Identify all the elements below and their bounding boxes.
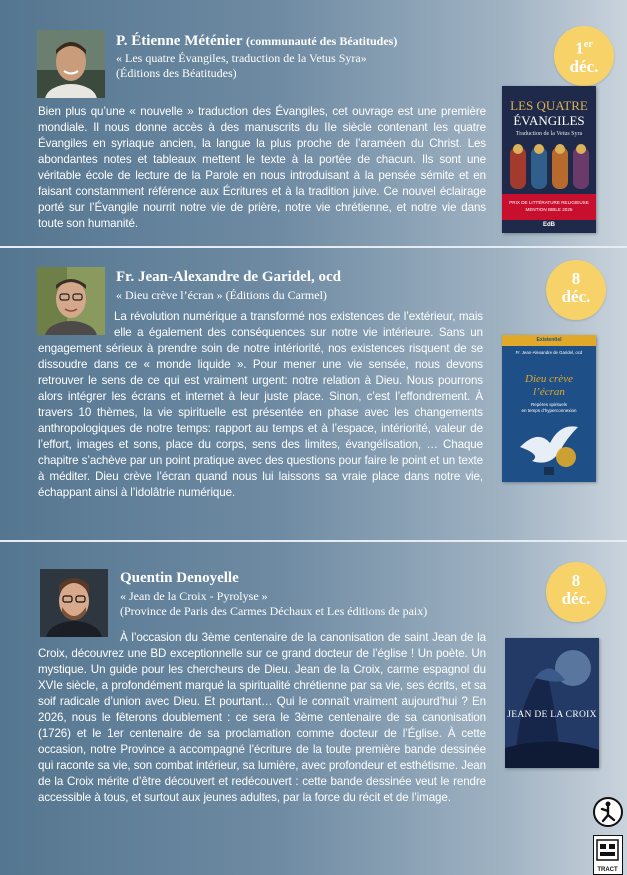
book-cover-jean-de-la-croix: [505, 638, 599, 768]
date-badge: [546, 562, 606, 622]
badge-month: déc.: [561, 589, 591, 608]
footer-logos: [593, 796, 625, 875]
prize-banner: [502, 194, 596, 220]
book-publisher: EdB: [543, 222, 555, 228]
book-title-1: LES QUATRE: [510, 98, 588, 113]
book-subtitle: Traduction de la Vetus Syra: [515, 131, 583, 137]
edition-logo-text: TRACT: [597, 867, 618, 873]
prize-line-1: PRIX DE LITTÉRATURE RELIGIEUSE: [509, 200, 589, 205]
edition-logo-icon: [593, 835, 623, 875]
accessibility-logo-icon: [593, 796, 623, 828]
description-text: La révolution numérique a transformé nos existences de l’extérieur, mais elle a également des conséquences sur notre vie intérieure. Sans un engagement sérieux à prendre soin de notre intériorité, nos existences risquent de se dissoudre dans ce « monde liquide ». Pour mener une vie sensée, nous devons retrouver le sens de ce qui est vraiment urgent: notre relation à Dieu. Nous pourrons alors intégrer les écrans et internet à leur juste place. Sinon, c’est l’effondrement. À travers 10 thèmes, la vie spirituelle est présentée en phase avec les changements anthropologiques de notre temps: rapport au temps et à l’espace, intériorité, valeur de l’effort, images et sons, place du corps, sens des limites, évangélisation, … Chaque chapitre s’achève par un point pratique avec des questions pour faire le point et un texte à méditer. Dieu crève l’écran quand nous lui laissons sa vraie place dans notre vie, échappant ainsi à l’idolâtrie numérique.: [38, 310, 483, 499]
book-subtitle-line-2: (Éditions des Béatitudes): [116, 66, 237, 80]
book-collection-band: [502, 335, 596, 346]
badge-day-sup: er: [583, 39, 593, 50]
description: Bien plus qu’une « nouvelle » traduction des Évangiles, cet ouvrage est une première mondiale. Il nous donne accès à des manuscrits du IIe siècle contenant les quatre Évangiles en syriaque ancien, la langue la plus proche de l’araméen du Christ. Les abondantes notes et tableaux mettent le texte à la portée de chacun. Ils sont une véritable école de lecture de la Parole en nous introduisant à la pensée sémite et en faisant constamment référence aux Écritures et à la tradition juive. Ce nouvel éclairage porté sur l’Évangile nourrit notre vie de prière, notre vie chrétienne, et notre vie dans toute son humanité.: [38, 105, 486, 230]
book-subtitle-line-1: « Dieu crève l’écran » (Éditions du Carmel): [116, 288, 327, 302]
evangelist-figures-illustration: [508, 141, 590, 191]
author-photo-denoyelle: [40, 569, 108, 637]
badge-day: 8: [571, 269, 581, 288]
author-name: Quentin Denoyelle: [120, 570, 239, 586]
badge-day: 1: [575, 38, 584, 58]
book-collection: Existentiel: [536, 337, 562, 343]
book-subtitle-2: en temps d’hyperconnexion: [521, 408, 577, 413]
book-subtitle-1: Repères spirituels: [530, 402, 567, 407]
entry-2: [0, 248, 627, 540]
date-badge: [546, 260, 606, 320]
book-cover-dieu-creve-l-ecran: [502, 335, 596, 482]
book-author: Fr. Jean-Alexandre de Garidel, ocd: [515, 350, 583, 355]
date-badge: [554, 26, 614, 86]
prize-line-2: MENTION BIBLE 2025: [525, 207, 573, 212]
author-name-main: P. Étienne Méténier: [116, 33, 243, 49]
book-title-2: ÉVANGILES: [513, 113, 585, 128]
dove-illustration: [514, 417, 584, 477]
badge-day: 8: [571, 571, 581, 590]
book-subtitle-line-2: (Province de Paris des Carmes Déchaux et Les éditions de paix): [120, 604, 428, 618]
description: [38, 309, 483, 501]
bd-cover-illustration: [505, 638, 599, 768]
book-title-1: Dieu crève: [525, 373, 573, 385]
book-cover-quatre-evangiles: [502, 86, 596, 233]
author-name: Fr. Jean-Alexandre de Garidel, ocd: [116, 269, 341, 285]
author-name: [116, 33, 397, 50]
description-text: À l’occasion du 3ème centenaire de la canonisation de saint Jean de la Croix, découvrez une BD exceptionnelle sur ce grand docteur de l’église ! Un poète. Un mystique. Un guide pour les chercheurs de Dieu. Jean de la Croix, carme espagnol du XVIe siècle, a profondément marqué la spiritualité chrétienne par sa vie, ses écrits, et sa soif radicale d’union avec Dieu. Et pourtant… Qui le connaît vraiment aujourd’hui ? En 2026, nous le fêterons doublement : ce sera le 3ème centenaire de sa canonisation (1726) et le 1er centenaire de sa proclamation comme docteur de l’Église. À cette occasion, notre Province a accompagné l’écriture de la toute première bande dessinée qui raconte sa vie, son combat intérieur, sa lumière, avec profondeur et esthétisme. Jean de la Croix mérite d’être découvert et redécouvert : cette bande dessinée veut le rendre accessible à tous, et surtout aux jeunes adultes, par la force du récit et de l’image.: [38, 631, 486, 804]
book-subtitle-line-1: « Les quatre Évangiles, traduction de la Vetus Syra»: [116, 51, 367, 65]
entry-1: [0, 0, 627, 246]
author-photo-metenier: [37, 30, 105, 98]
badge-month: déc.: [561, 287, 591, 306]
badge-month: déc.: [569, 56, 599, 76]
entry-3: [0, 542, 627, 875]
author-community: (communauté des Béatitudes): [245, 34, 398, 48]
description: [38, 630, 486, 806]
book-title: JEAN DE LA CROIX: [507, 710, 597, 720]
book-subtitle-line-1: « Jean de la Croix - Pyrolyse »: [120, 589, 268, 603]
book-title-2: l’écran: [533, 386, 565, 398]
